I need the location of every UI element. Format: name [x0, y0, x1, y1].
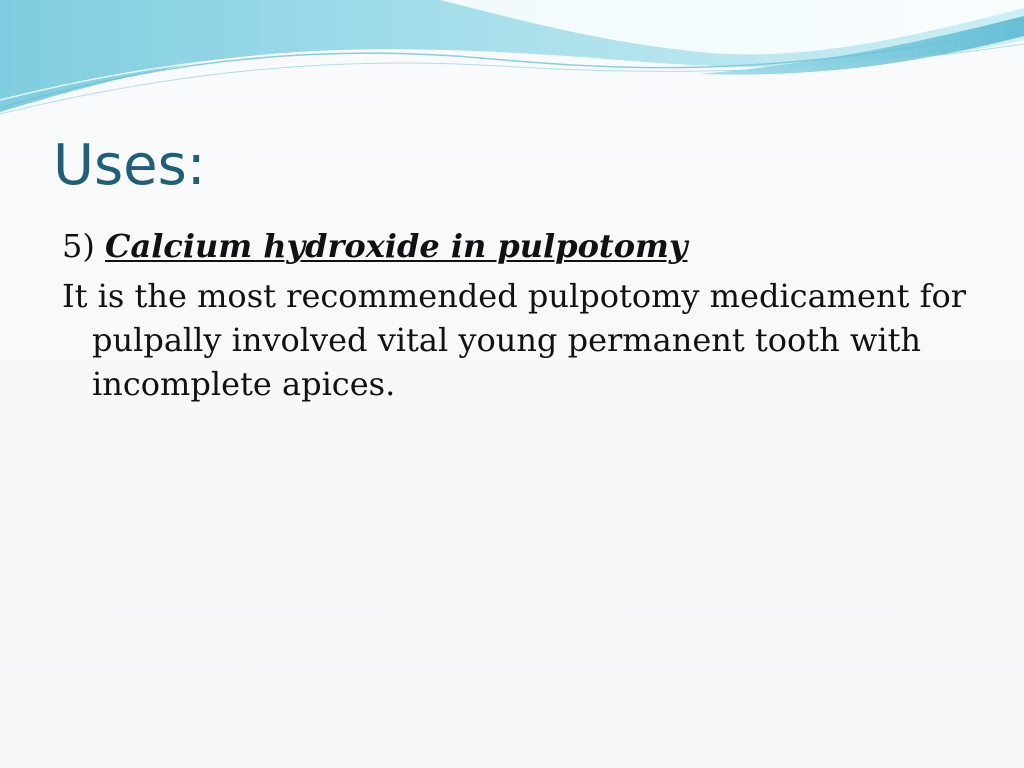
- item-heading: Calcium hydroxide in pulpotomy: [105, 227, 688, 265]
- item-description: It is the most recommended pulpotomy medicament for pulpally involved vital young permanent tooth with incomplete apices.: [62, 277, 966, 403]
- slide-body: [62, 224, 982, 406]
- item-number: 5): [62, 227, 95, 265]
- slide-title: Uses:: [53, 133, 206, 198]
- list-item-heading-line: [62, 224, 982, 268]
- header-wave-decoration: [0, 0, 1024, 130]
